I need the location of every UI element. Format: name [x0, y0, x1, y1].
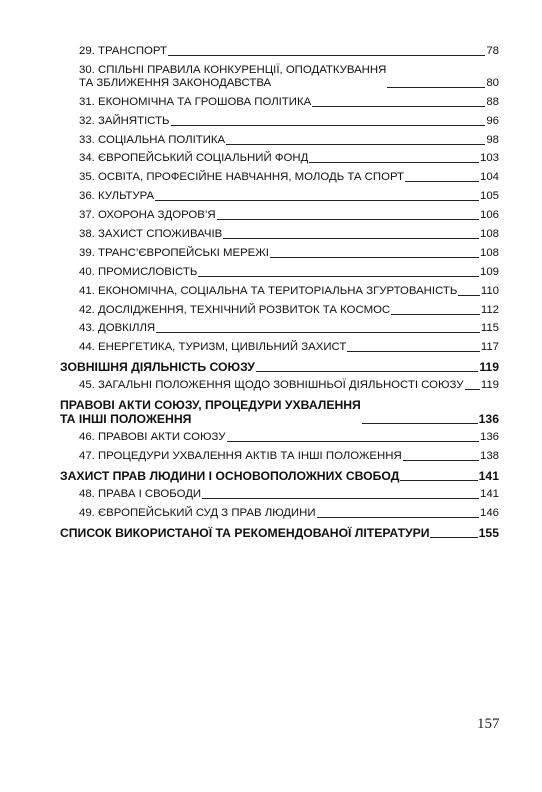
leader-line: [223, 238, 479, 239]
leader-line: [387, 87, 485, 88]
toc-entry: [60, 379, 499, 392]
page-number: 157: [477, 716, 500, 732]
toc-entry-title: 48. ПРАВА І СВОБОДИ: [79, 488, 202, 501]
leader-line: [312, 106, 485, 107]
toc-entry-page: 108: [479, 246, 499, 259]
toc-entry-title-block: [79, 64, 386, 90]
toc-entry-title: 36. КУЛЬТУРА: [79, 190, 155, 203]
toc-entry-title: 32. ЗАЙНЯТІСТЬ: [79, 114, 170, 127]
toc-entry-title: 31. ЕКОНОМІЧНА ТА ГРОШОВА ПОЛІТИКА: [79, 95, 312, 108]
toc-section: [60, 526, 499, 540]
leader-line: [270, 257, 479, 258]
toc-entry: [60, 285, 499, 298]
leader-line: [403, 460, 479, 461]
leader-line: [317, 517, 479, 518]
toc-entry-page: 141: [479, 488, 499, 501]
toc-entry: [60, 96, 499, 109]
leader-line: [198, 276, 479, 277]
toc-entry-title: 45. ЗАГАЛЬНІ ПОЛОЖЕННЯ ЩОДО ЗОВНІШНЬОЇ ДІЯЛЬНОСТІ СОЮЗУ: [79, 379, 464, 392]
toc-entry-page: 109: [479, 265, 499, 278]
toc-entry-title: 37. ОХОРОНА ЗДОРОВ’Я: [79, 209, 216, 222]
leader-line: [465, 389, 480, 390]
toc-entry-title: 38. ЗАХИСТ СПОЖИВАЧІВ: [79, 228, 223, 241]
table-of-contents: [60, 45, 499, 545]
toc-section-page: 136: [478, 412, 499, 427]
toc-entry-title: 49. ЄВРОПЕЙСЬКИЙ СУД З ПРАВ ЛЮДИНИ: [79, 506, 316, 519]
toc-entry-page: 146: [479, 506, 499, 519]
toc-section-title-line2: ТА ІНШІ ПОЛОЖЕННЯ: [60, 412, 192, 427]
leader-line: [171, 125, 486, 126]
toc-entry-page: 96: [486, 114, 499, 127]
toc-entry-page: 98: [486, 133, 499, 146]
toc-entry-page: 138: [479, 450, 499, 463]
toc-entry: [60, 115, 499, 128]
leader-line: [430, 537, 477, 538]
toc-entry-page: 80: [486, 76, 499, 89]
toc-entry-title: 40. ПРОМИСЛОВІСТЬ: [79, 265, 198, 278]
leader-line: [347, 351, 480, 352]
toc-section-title: ЗОВНІШНЯ ДІЯЛЬНІСТЬ СОЮЗУ: [60, 360, 255, 375]
toc-entry: [60, 488, 499, 501]
toc-entry: [60, 45, 499, 58]
toc-entry-title: 43. ДОВКІЛЛЯ: [79, 322, 156, 335]
toc-entry-page: 115: [480, 322, 499, 335]
leader-line: [217, 219, 479, 220]
toc-entry: [60, 209, 499, 222]
toc-entry-page: 78: [486, 45, 499, 57]
toc-entry-page: 119: [480, 379, 499, 392]
toc-section: [60, 469, 499, 483]
toc-entry-title: 33. СОЦІАЛЬНА ПОЛІТИКА: [79, 133, 226, 146]
leader-line: [256, 371, 478, 372]
toc-entry: [60, 228, 499, 241]
toc-entry-title-line1: 30. СПІЛЬНІ ПРАВИЛА КОНКУРЕНЦІЇ, ОПОДАТКУВАННЯ: [79, 63, 387, 76]
leader-line: [405, 181, 479, 182]
leader-line: [400, 480, 477, 481]
toc-entry-title: 47. ПРОЦЕДУРИ УХВАЛЕННЯ АКТІВ ТА ІНШІ ПОЛОЖЕННЯ: [79, 450, 402, 463]
leader-line: [391, 314, 480, 315]
toc-section-page: 119: [479, 360, 499, 375]
toc-section: [60, 398, 499, 426]
toc-entry: [60, 247, 499, 260]
toc-section-title-block: [60, 398, 361, 426]
toc-entry-page: 103: [479, 152, 499, 165]
toc-entry-page: 88: [486, 95, 499, 108]
leader-line: [227, 441, 479, 442]
toc-section-title: СПИСОК ВИКОРИСТАНОЇ ТА РЕКОМЕНДОВАНОЇ ЛІТЕРАТУРИ: [60, 525, 430, 540]
toc-entry-title: 42. ДОСЛІДЖЕННЯ, ТЕХНІЧНИЙ РОЗВИТОК ТА КОСМОС: [79, 303, 391, 316]
toc-section-page: 141: [478, 469, 499, 484]
toc-entry: [60, 322, 499, 335]
toc-entry: [60, 507, 499, 520]
toc-entry: [60, 171, 499, 184]
toc-section-title: ЗАХИСТ ПРАВ ЛЮДИНИ І ОСНОВОПОЛОЖНИХ СВОБОД: [60, 469, 400, 484]
leader-line: [458, 295, 479, 296]
leader-line: [155, 200, 479, 201]
toc-entry: [60, 266, 499, 279]
toc-section-page: 155: [478, 525, 499, 540]
toc-entry-title: 34. ЄВРОПЕЙСЬКИЙ СОЦІАЛЬНИЙ ФОНД: [79, 152, 309, 165]
leader-line: [202, 498, 479, 499]
toc-entry-title: 41. ЕКОНОМІЧНА, СОЦІАЛЬНА ТА ТЕРИТОРІАЛЬНА ЗГУРТОВАНІСТЬ: [79, 284, 458, 297]
toc-entry-title: 35. ОСВІТА, ПРОФЕСІЙНЕ НАВЧАННЯ, МОЛОДЬ ТА СПОРТ: [79, 171, 404, 184]
leader-line: [362, 423, 478, 424]
toc-entry: [60, 341, 499, 354]
toc-entry: [60, 431, 499, 444]
toc-section: [60, 360, 499, 374]
toc-entry-title: 29. ТРАНСПОРТ: [79, 45, 167, 57]
toc-entry: [60, 190, 499, 203]
toc-entry: [60, 152, 499, 165]
toc-entry-page: 105: [479, 190, 499, 203]
toc-entry: [60, 64, 499, 90]
toc-entry: [60, 134, 499, 147]
toc-entry-page: 108: [479, 228, 499, 241]
toc-entry: [60, 450, 499, 463]
toc-entry-page: 136: [479, 431, 499, 444]
toc-entry-page: 112: [480, 303, 499, 316]
toc-entry-title-line2: ТА ЗБЛИЖЕННЯ ЗАКОНОДАВСТВА: [79, 76, 272, 89]
leader-line: [309, 162, 479, 163]
leader-line: [226, 144, 485, 145]
toc-entry-page: 104: [479, 171, 499, 184]
leader-line: [168, 55, 485, 56]
toc-entry-page: 110: [480, 284, 499, 297]
toc-section-title-line1: ПРАВОВІ АКТИ СОЮЗУ, ПРОЦЕДУРИ УХВАЛЕННЯ: [60, 398, 361, 413]
toc-entry-title: 44. ЕНЕРГЕТИКА, ТУРИЗМ, ЦИВІЛЬНИЙ ЗАХИСТ: [79, 341, 347, 354]
toc-entry: [60, 304, 499, 317]
leader-line: [156, 332, 480, 333]
toc-entry-page: 117: [480, 341, 499, 354]
toc-entry-title: 46. ПРАВОВІ АКТИ СОЮЗУ: [79, 431, 226, 444]
toc-entry-title: 39. ТРАНС’ЄВРОПЕЙСЬКІ МЕРЕЖІ: [79, 246, 269, 259]
toc-entry-page: 106: [479, 209, 499, 222]
